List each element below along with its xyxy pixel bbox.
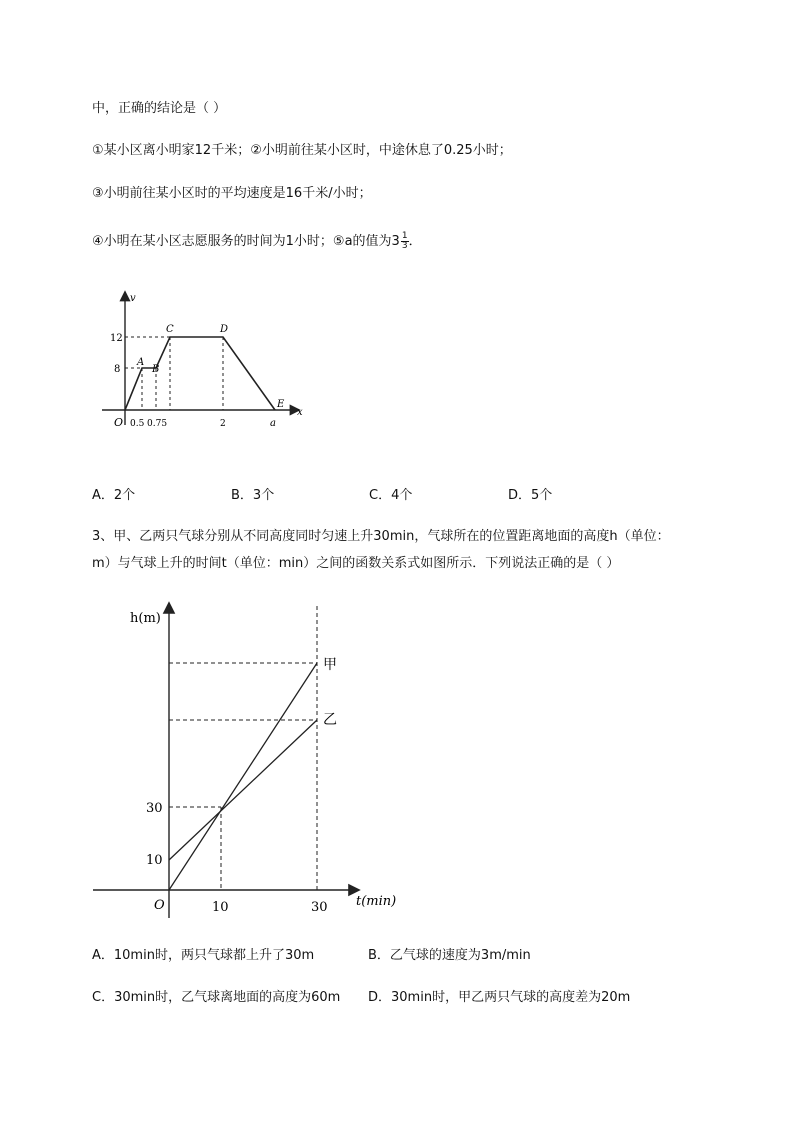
q2-point-label: E	[277, 399, 285, 410]
q2-y-axis-label: v	[130, 293, 136, 304]
q2-speed-graph	[100, 285, 315, 435]
q3-origin-label: O	[154, 898, 165, 913]
q3-stem-line-1: 3、甲、乙两只气球分别从不同高度同时匀速上升30min，气球所在的位置距离地面的高度h（单位：	[92, 529, 670, 544]
q2-statement-3	[92, 232, 422, 251]
q3-x-axis-label: t(min)	[356, 894, 397, 909]
q3-y-axis-label: h(m)	[130, 611, 161, 626]
q2-point-label: D	[220, 324, 229, 335]
q2-statement-1: ①某小区离小明家12千米；②小明前往某小区时，中途休息了0.25小时；	[92, 143, 512, 158]
q2-statement-3-text: ④小明在某小区志愿服务的时间为1小时；⑤a的值为3	[92, 234, 400, 249]
q2-option-b[interactable]: B．3个	[231, 488, 275, 503]
q3-stem-line-2: m）与气球上升的时间t（单位：min）之间的函数关系式如图所示．下列说法正确的是（ ）	[92, 556, 620, 571]
q2-x-axis-label: x	[297, 407, 303, 418]
q3-y-tick: 30	[146, 801, 163, 816]
q2-distance-line	[125, 337, 275, 410]
q2-y-tick: 12	[110, 333, 123, 344]
q2-x-tick: 0.75	[147, 419, 168, 429]
fraction	[401, 232, 409, 251]
q2-statement-3-end: ．	[408, 234, 422, 249]
q2-x-tick: 0.5	[130, 419, 145, 429]
q2-x-tick: 2	[220, 419, 226, 429]
fraction-numerator: 1	[401, 231, 408, 241]
q2-point-label: A	[137, 357, 145, 368]
q3-height-graph	[90, 598, 410, 918]
q2-statement-2: ③小明前往某小区时的平均速度是16千米/小时；	[92, 186, 372, 201]
q2-option-a[interactable]: A．2个	[92, 488, 136, 503]
q3-option-a[interactable]: A．10min时，两只气球都上升了30m	[92, 948, 315, 963]
q2-option-d[interactable]: D．5个	[508, 488, 553, 503]
q3-series-label-yi: 乙	[323, 712, 337, 728]
q3-series-yi	[169, 720, 317, 860]
q3-x-tick: 10	[212, 900, 229, 915]
q2-option-c[interactable]: C．4个	[369, 488, 413, 503]
q3-option-c[interactable]: C．30min时，乙气球离地面的高度为60m	[92, 990, 341, 1005]
q2-y-tick: 8	[114, 364, 121, 375]
q2-point-label: C	[166, 324, 174, 335]
q3-x-tick: 30	[311, 900, 328, 915]
q2-origin-label: O	[114, 416, 124, 429]
q2-stem-end: 中，正确的结论是（ ）	[92, 101, 227, 116]
q2-x-tick: a	[270, 418, 276, 429]
q3-series-jia	[169, 663, 317, 890]
q3-option-d[interactable]: D．30min时，甲乙两只气球的高度差为20m	[368, 990, 631, 1005]
q3-option-b[interactable]: B．乙气球的速度为3m/min	[368, 948, 531, 963]
q3-y-tick: 10	[146, 853, 163, 868]
q2-point-label: B	[152, 364, 160, 375]
fraction-denominator: 3	[401, 241, 408, 251]
q3-series-label-jia: 甲	[323, 657, 337, 673]
